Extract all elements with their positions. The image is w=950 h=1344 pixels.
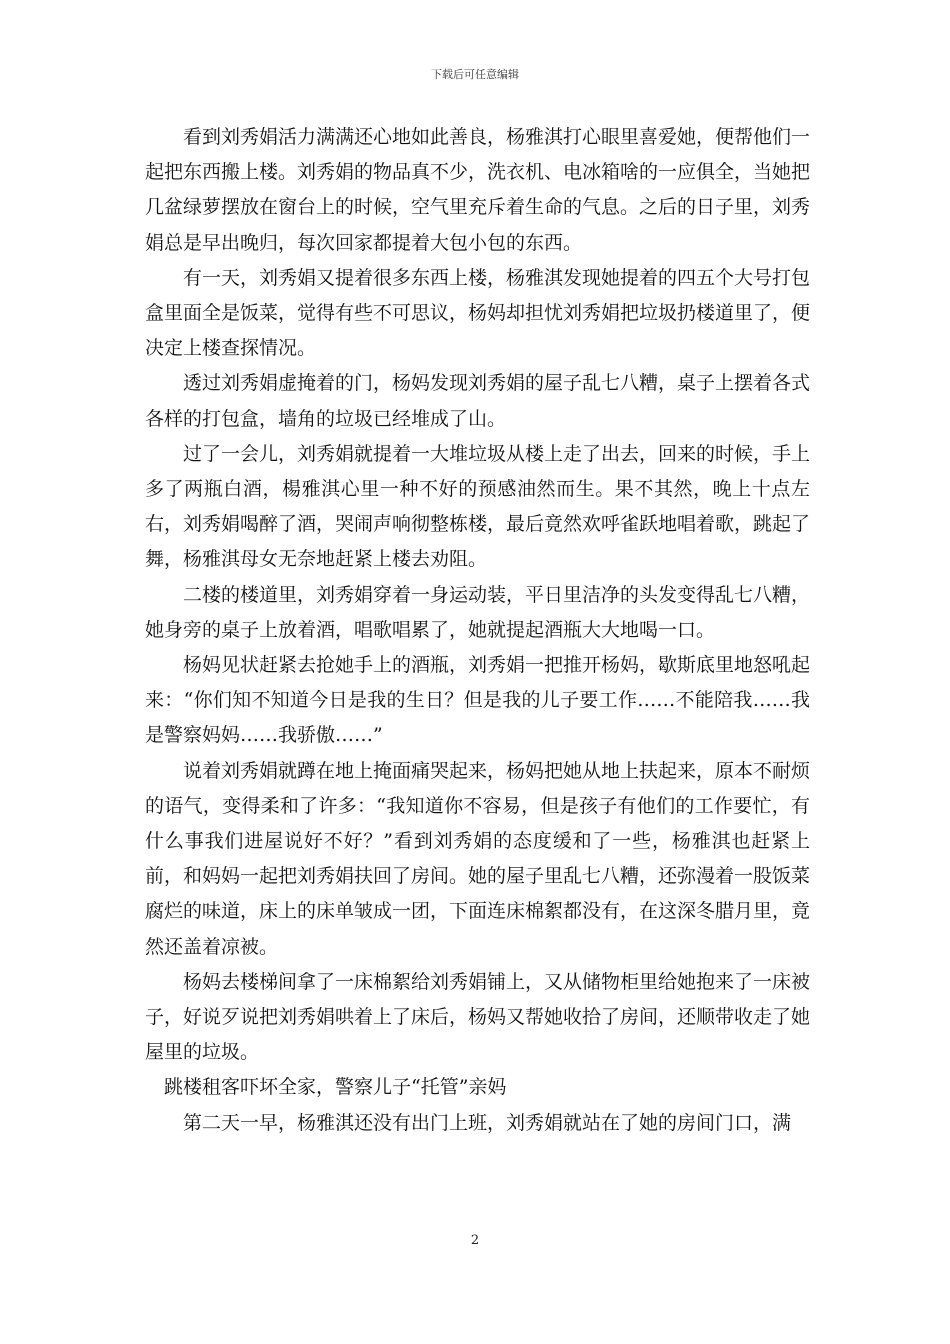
paragraph: 杨妈去楼梯间拿了一床棉絮给刘秀娟铺上，又从储物柜里给她抱来了一床被子，好说歹说把刘秀娟哄着上了床后，杨妈又帮她收拾了房间，还顺带收走了她屋里的垃圾。: [145, 970, 811, 1064]
paragraph: 透过刘秀娟虚掩着的门，杨妈发现刘秀娟的屋子乱七八糟，桌子上摆着各式各样的打包盒，墙角的垃圾已经堆成了山。: [145, 372, 811, 430]
body-text: [145, 120, 810, 1141]
paragraph: 杨妈见状赶紧去抢她手上的酒瓶，刘秀娟一把推开杨妈，歇斯底里地怒吼起来：“你们知不知道今日是我的生日？但是我的儿子要工作……不能陪我……我是警察妈妈……我骄傲……”: [145, 654, 811, 747]
paragraph: 说着刘秀娟就蹲在地上掩面痛哭起来，杨妈把她从地上扶起来，原本不耐烦的语气，变得柔和了许多：“我知道你不容易，但是孩子有他们的工作要忙，有什么事我们进屋说好不好？”看到刘秀娟的态度缓和了一些，杨雅淇也赶紧上前，和妈妈一起把刘秀娟扶回了房间。她的屋子里乱七八糟，还弥漫着一股饭菜腐烂的味道，床上的床单皱成一团，下面连床棉絮都没有，在这深冬腊月里，竟然还盖着凉被。: [145, 759, 811, 958]
paragraph: 第二天一早，杨雅淇还没有出门上班，刘秀娟就站在了她的房间门口，满: [183, 1111, 792, 1134]
paragraph: 过了一会儿，刘秀娟就提着一大堆垃圾从楼上走了出去，回来的时候，手上多了两瓶白酒，楊雅淇心里一种不好的预感油然而生。果不其然，晚上十点左右，刘秀娟喝醉了酒，哭闹声响彻整栋楼，最后竟然欢呼雀跃地唱着歌，跳起了舞，杨雅淇母女无奈地赶紧上楼去劝阻。: [145, 442, 811, 571]
section-subheading: 跳楼租客吓坏全家，警察儿子“托管”亲妈: [164, 1076, 507, 1099]
paragraph: 看到刘秀娟活力满满还心地如此善良，杨雅淇打心眼里喜爱她，便帮他们一起把东西搬上楼。刘秀娟的物品真不少，洗衣机、电冰箱啥的一应俱全，当她把几盆绿萝摆放在窗台上的时候，空气里充斥着生命的气息。之后的日子里，刘秀娟总是早出晚归，每次回家都提着大包小包的东西。: [145, 126, 811, 254]
paragraph: 有一天，刘秀娟又提着很多东西上楼，杨雅淇发现她提着的四五个大号打包盒里面全是饭菜，觉得有些不可思议，杨妈却担忧刘秀娟把垃圾扔楼道里了，便决定上楼查探情况。: [145, 266, 811, 360]
page-number: 2: [470, 1233, 480, 1248]
page-header: 下载后可任意编辑: [431, 68, 519, 81]
paragraph: 二楼的楼道里，刘秀娟穿着一身运动装，平日里洁净的头发变得乱七八糟，她身旁的桌子上放着酒，唱歌唱累了，她就提起酒瓶大大地喝一口。: [145, 583, 811, 641]
